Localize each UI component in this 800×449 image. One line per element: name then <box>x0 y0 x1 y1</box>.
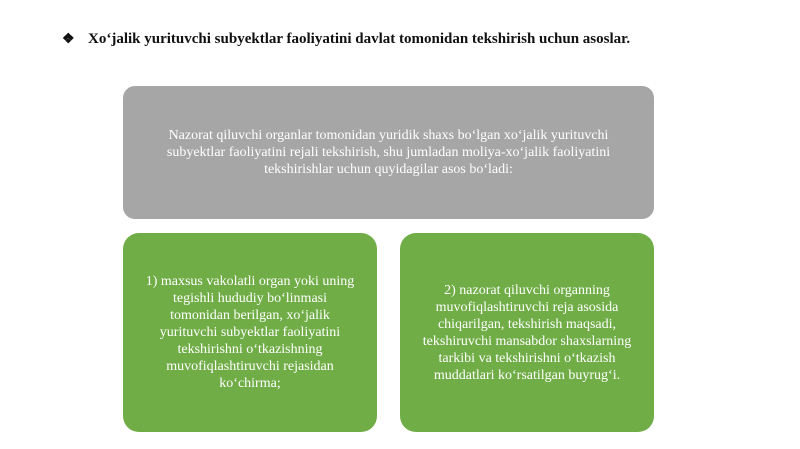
basis-item-1-box <box>123 233 377 432</box>
basis-item-2-text: 2) nazorat qiluvchi organning muvofiqlashtiruvchi reja asosida chiqarilgan, tekshirish maqsadi, tekshiruvchi mansabdor shaxslarning tarkibi va tekshirishni o‘tkazish muddatlari ko‘rsatilgan buyrug‘i. <box>422 282 632 383</box>
heading-text: Xo‘jalik yurituvchi subyektlar faoliyatini davlat tomonidan tekshirish uchun asoslar. <box>88 31 631 47</box>
basis-intro-text: Nazorat qiluvchi organlar tomonidan yuridik shaxs bo‘lgan xo‘jalik yurituvchi subyektlar faoliyatini rejali tekshirish, shu jumladan moliya-xo‘jalik faoliyatini tekshirishlar uchun quyidagilar asos bo‘ladi: <box>166 128 611 177</box>
basis-item-1-text: 1) maxsus vakolatli organ yoki uning tegishli hududiy bo‘linmasi tomonidan berilgan, xo‘jalik yurituvchi subyektlar faoliyatini tekshirishni o‘tkazishning muvofiqlashtiruvchi rejasidan ko‘chirma; <box>145 274 355 391</box>
slide-heading <box>62 31 782 48</box>
basis-intro-box <box>123 86 654 219</box>
diamond-bullet-icon: ❖ <box>62 31 75 47</box>
basis-item-2-box <box>400 233 654 432</box>
